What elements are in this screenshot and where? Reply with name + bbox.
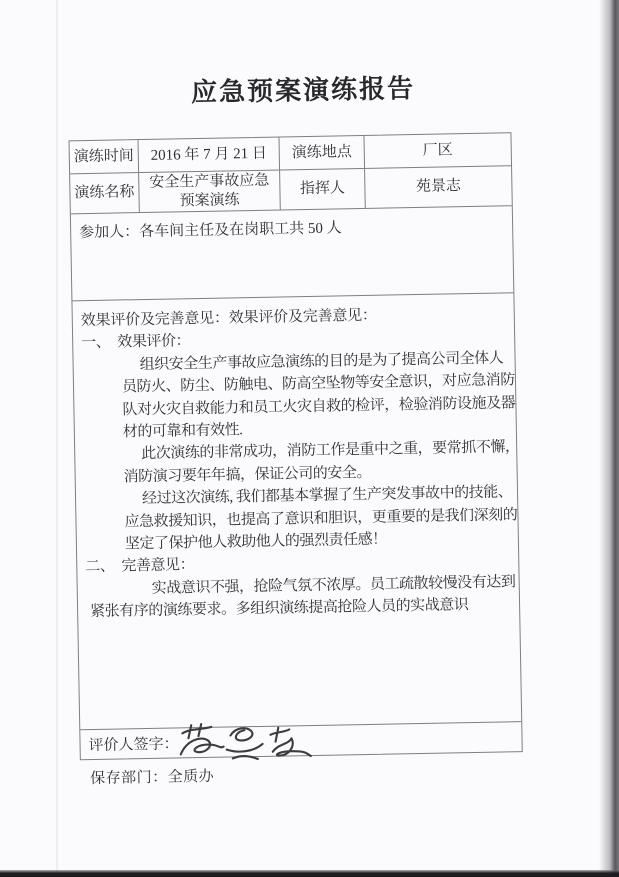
drill-place-label: 演练地点 — [279, 136, 365, 170]
drill-time-value: 2016 年 7 月 21 日 — [139, 137, 281, 172]
participants-row — [71, 206, 514, 301]
drill-name-value: 安全生产事故应急预案演练 — [139, 170, 281, 212]
participants-text: 参加人：各车间主任及在岗职工共 50 人 — [79, 220, 342, 242]
evaluation-line: 组织安全生产事故应急演练的目的是为了提高公司全体人 — [139, 350, 504, 373]
evaluation-line: 员防火、防尘、防触电、防高空坠物等安全意识，对应急消防 — [121, 372, 515, 396]
commander-label: 指挥人 — [280, 169, 366, 210]
keep-department-value: 全质办 — [167, 768, 215, 786]
evaluation-line: 此次演练的非常成功，消防工作是重中之重，要常抓不懈， — [141, 439, 520, 463]
evaluation-line: 材的可靠和有效性. — [122, 422, 243, 441]
report-table — [68, 132, 522, 760]
evaluation-line: 经过这次演练, 我们都基本掌握了生产突发事故中的技能、 — [141, 484, 513, 508]
signature-label: 评价人签字： — [88, 736, 179, 755]
evaluation-header: 效果评价及完善意见：效果评价及完善意见： — [80, 307, 377, 330]
drill-time-label: 演练时间 — [70, 140, 140, 173]
keep-department-label: 保存部门： — [90, 769, 168, 788]
report-title: 应急预案演练报告 — [190, 74, 416, 108]
handwritten-signature — [176, 720, 317, 769]
evaluation-row — [72, 293, 521, 730]
evaluation-line: 应急救援知识，也提高了意识和胆识，更重要的是我们深刻的 — [124, 506, 518, 531]
scan-edge-bottom — [0, 870, 619, 877]
drill-name-label: 演练名称 — [70, 173, 140, 213]
commander-value: 苑景志 — [415, 178, 462, 196]
evaluation-line: 消防演习要年年搞，保证公司的安全。 — [123, 464, 372, 486]
evaluation-line: 实战意识不强，抢险气氛不浓厚。员工疏散较慢没有达到 — [151, 574, 516, 597]
drill-place-value: 厂区 — [422, 141, 453, 159]
evaluation-lines — [81, 325, 520, 624]
keep-department-line — [90, 765, 214, 788]
evaluation-line: 紧张有序的演练要求。多组织演练提高抢险人员的实战意识 — [90, 597, 469, 621]
evaluation-line: 一、 效果评价： — [81, 333, 191, 352]
evaluation-line: 二、 完善意见： — [85, 557, 195, 576]
scan-edge-right — [599, 0, 619, 877]
evaluation-line: 坚定了保护他人救助他人的强烈责任感！ — [124, 531, 387, 553]
evaluation-line: 队对火灾自救能力和员工火灾自救的检评，检验消防设施及器 — [122, 394, 516, 419]
